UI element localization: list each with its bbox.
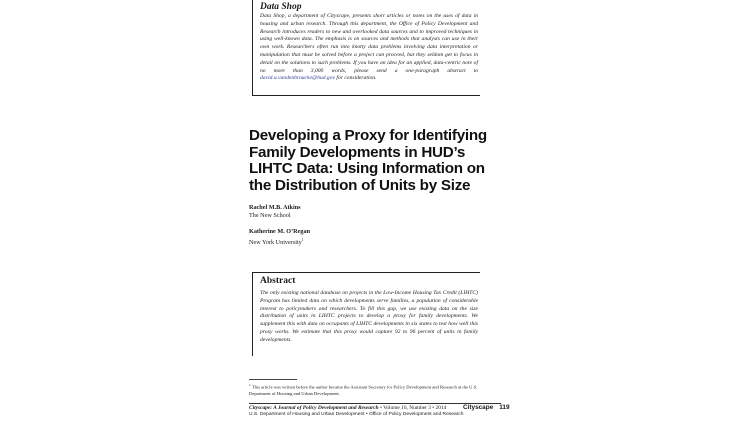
author-name: Katherine M. O’Regan: [249, 228, 311, 235]
data-shop-text-end: for consideration.: [335, 75, 377, 82]
journal-volume: • Volume 16, Number 3 • 2014: [378, 405, 447, 411]
author-block: [249, 228, 310, 247]
author-affiliation: New York University: [249, 239, 302, 247]
abstract-box: [252, 272, 480, 356]
author-affiliation: The New School: [249, 212, 291, 219]
journal-title: Cityscape: A Journal of Policy Development and Research: [249, 405, 379, 411]
footer-department: U.S. Department of Housing and Urban Development • Office of Policy Development and Research: [249, 412, 464, 417]
data-shop-text: Data Shop, a department of Cityscape, presents short articles or notes on the uses of data in housing and urban research. Through this department, the Office of Policy Development and Research introduces readers to new and overlooked data sources and to improved techniques in using well-known data. The emphasis is on sources and methods that analysts can use in their own work. Researchers often run into knotty data problems involving data interpretation or manipulation that must be solved before a project can proceed, but they seldom get to focus in detail on the solutions to such problems. If you have an idea for an applied, data-centric note of no more than 3,000 words, please send a one-paragraph abstract to: [260, 13, 478, 74]
footnote: [249, 382, 481, 397]
data-shop-bottom-rule: [252, 95, 480, 96]
data-shop-title: Data Shop: [260, 2, 302, 12]
running-footer-label: Cityscape: [463, 404, 494, 411]
article-title: Developing a Proxy for Identifying Family Developments in HUD’s LIHTC Data: Using Information on the Distribution of Units by Size: [249, 127, 487, 194]
abstract-left-rule: [252, 272, 253, 356]
footnote-mark: 1: [249, 383, 251, 387]
abstract-top-rule: [252, 272, 480, 273]
abstract-text: The only existing national database on projects in the Low-Income Housing Tax Credit (LIHTC) Program has limited data on which developments serve families, a population of considerable interest to policymakers and researchers. To fill this gap, we use existing data on the size distribution of units in LIHTC projects to develop a proxy for family developments. We supplement this with data on occupants of LIHTC developments in six states to test how well this proxy works. We estimate that this proxy would capture 92 to 96 percent of units in family developments.: [260, 290, 478, 343]
author-name: Rachel M.B. Atkins: [249, 204, 301, 211]
footnote-reference: 1: [301, 237, 304, 242]
footnote-divider: [249, 379, 297, 380]
running-footer: [463, 404, 510, 411]
data-shop-box: [252, 0, 480, 96]
contact-email-link[interactable]: david.a.vandenbroucke@hud.gov: [260, 75, 335, 82]
data-shop-left-rule: [252, 0, 253, 96]
author-affiliation-line: [249, 236, 310, 247]
author-block: [249, 204, 301, 220]
footer-journal-line: [249, 405, 446, 411]
abstract-heading: Abstract: [260, 276, 296, 286]
footnote-text: This article was written before the author became the Assistant Secretary for Policy Development and Research at the U.S. Department of Housing and Urban Development.: [249, 384, 478, 396]
page-number: 119: [499, 404, 510, 411]
data-shop-description: [260, 13, 478, 83]
